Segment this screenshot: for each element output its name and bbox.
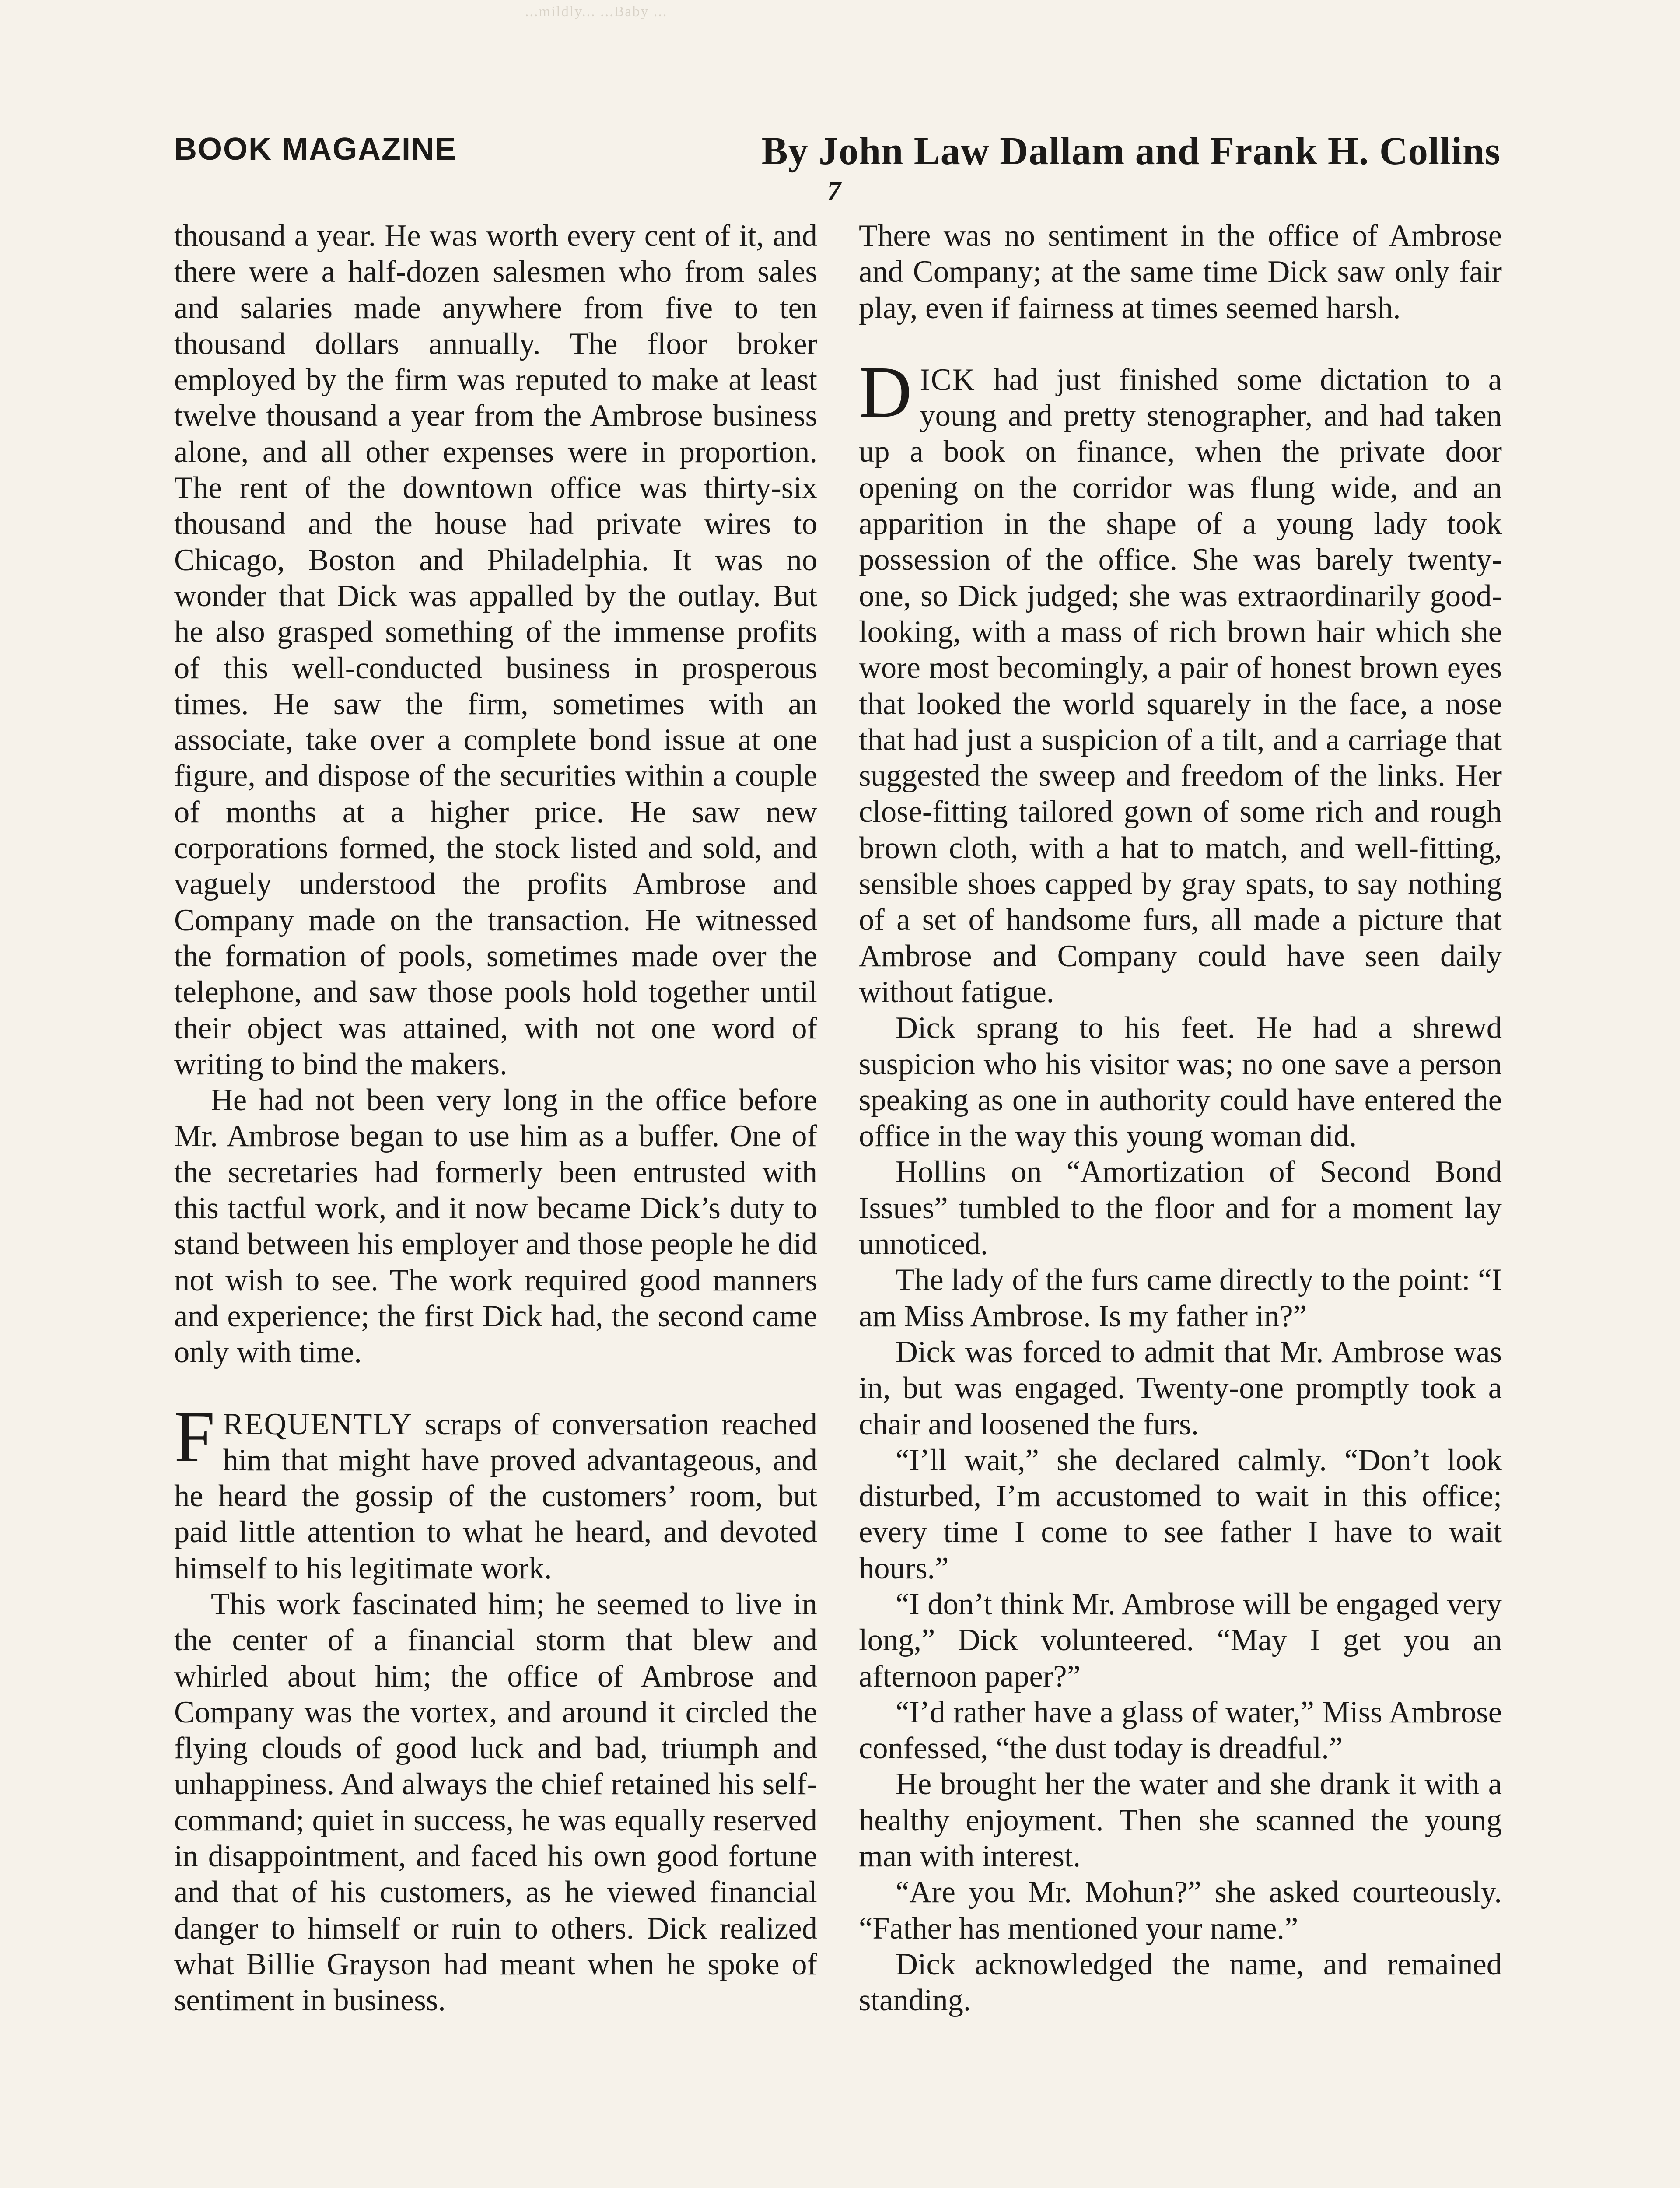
section-opening-paragraph bbox=[859, 351, 1502, 1010]
drop-cap: D bbox=[859, 351, 912, 433]
paragraph: Dick was forced to admit that Mr. Ambrose was in, but was engaged. Twenty-one promptly took a chair and loosened the furs. bbox=[859, 1335, 1502, 1441]
paragraph: There was no sentiment in the office of Ambrose and Company; at the same time Dick saw only fair play, even if fairness at times seemed harsh. bbox=[859, 219, 1502, 325]
paragraph: “I’d rather have a glass of water,” Miss Ambrose confessed, “the dust today is dreadful.” bbox=[859, 1695, 1502, 1766]
page-number: 7 bbox=[827, 175, 841, 207]
magazine-title: BOOK MAGAZINE bbox=[174, 132, 457, 167]
paragraph-text: had just finished some dictation to a young and pretty stenographer, and had taken up a book on finance, when the private door opening on the corridor was flung wide, and an apparition in the shape of a young lady took possession of the office. She was barely twenty-one, so Dick judged; she was extraordinarily good-looking, with a mass of rich brown hair which she wore most becomingly, a pair of honest brown eyes that looked the world squarely in the face, a nose that had just a suspicion of a tilt, and a carriage that suggested the sweep and freedom of the links. Her close-fitting tailored gown of some rich and rough brown cloth, with a hat to match, and well-fitting, sensible shoes capped by gray spats, to say nothing of a set of handsome furs, all made a picture that Ambrose and Company could have seen daily without fatigue. bbox=[859, 362, 1502, 1009]
section-opening-paragraph bbox=[174, 1396, 817, 1586]
lead-word: REQUENTLY bbox=[223, 1407, 413, 1441]
drop-cap: F bbox=[174, 1396, 215, 1477]
paragraph: Dick acknowledged the name, and remained standing. bbox=[859, 1947, 1502, 2018]
left-column bbox=[174, 218, 817, 2019]
byline: By John Law Dallam and Frank H. Collins bbox=[761, 130, 1501, 173]
paragraph: “I don’t think Mr. Ambrose will be engaged very long,” Dick volunteered. “May I get you an afternoon paper?” bbox=[859, 1587, 1502, 1694]
paragraph: Hollins on “Amortization of Second Bond Issues” tumbled to the floor and for a moment lay unnoticed. bbox=[859, 1155, 1502, 1262]
paragraph: This work fascinated him; he seemed to live in the center of a financial storm that blew and whirled about him; the office of Ambrose and Company was the vortex, and around it circled the flying clouds of good luck and bad, triumph and unhappiness. And always the chief retained his self-command; quiet in success, he was equally reserved in disappointment, and faced his own good fortune and that of his customers, as he viewed financial danger to himself or ruin to others. Dick realized what Billie Grayson had meant when he spoke of sentiment in business. bbox=[174, 1587, 817, 2018]
paragraph: Dick sprang to his feet. He had a shrewd suspicion who his visitor was; no one save a person speaking as one in authority could have entered the office in the way this young woman did. bbox=[859, 1011, 1502, 1154]
paragraph: “Are you Mr. Mohun?” she asked courteously. “Father has mentioned your name.” bbox=[859, 1875, 1502, 1946]
faint-bleedthrough-text: ...mildly... ...Baby ... bbox=[525, 4, 668, 20]
paragraph: He brought her the water and she drank it with a healthy enjoyment. Then she scanned the young man with interest. bbox=[859, 1767, 1502, 1874]
paragraph: The lady of the furs came directly to the point: “I am Miss Ambrose. Is my father in?” bbox=[859, 1263, 1502, 1333]
lead-word: ICK bbox=[920, 362, 976, 397]
right-column bbox=[859, 218, 1502, 2019]
paragraph: thousand a year. He was worth every cent of it, and there were a half-dozen salesmen who from sales and salaries made anywhere from five to ten thousand dollars annually. The floor broker employed by the firm was reputed to make at least twelve thousand a year from the Ambrose business alone, and all other expenses were in proportion. The rent of the downtown office was thirty-six thousand and the house had private wires to Chicago, Boston and Philadelphia. It was no wonder that Dick was appalled by the outlay. But he also grasped something of the immense profits of this well-conducted business in prosperous times. He saw the firm, sometimes with an associate, take over a complete bond issue at one figure, and dispose of the securities within a couple of months at a higher price. He saw new corporations formed, the stock listed and sold, and vaguely understood the profits Ambrose and Company made on the transaction. He witnessed the formation of pools, sometimes made over the telephone, and saw those pools hold together until their object was attained, with not one word of writing to bind the makers. bbox=[174, 219, 817, 1081]
paragraph-text: scraps of conversation reached him that might have proved advantageous, and he heard the gossip of the customers’ room, but paid little attention to what he heard, and devoted himself to his legitimate work. bbox=[174, 1407, 817, 1585]
paragraph: “I’ll wait,” she declared calmly. “Don’t look disturbed, I’m accustomed to wait in this office; every time I come to see father I have to wait hours.” bbox=[859, 1443, 1502, 1585]
paragraph: He had not been very long in the office before Mr. Ambrose began to use him as a buffer. One of the secretaries had formerly been entrusted with this tactful work, and it now became Dick’s duty to stand between his employer and those people he did not wish to see. The work required good manners and experience; the first Dick had, the second came only with time. bbox=[174, 1083, 817, 1370]
